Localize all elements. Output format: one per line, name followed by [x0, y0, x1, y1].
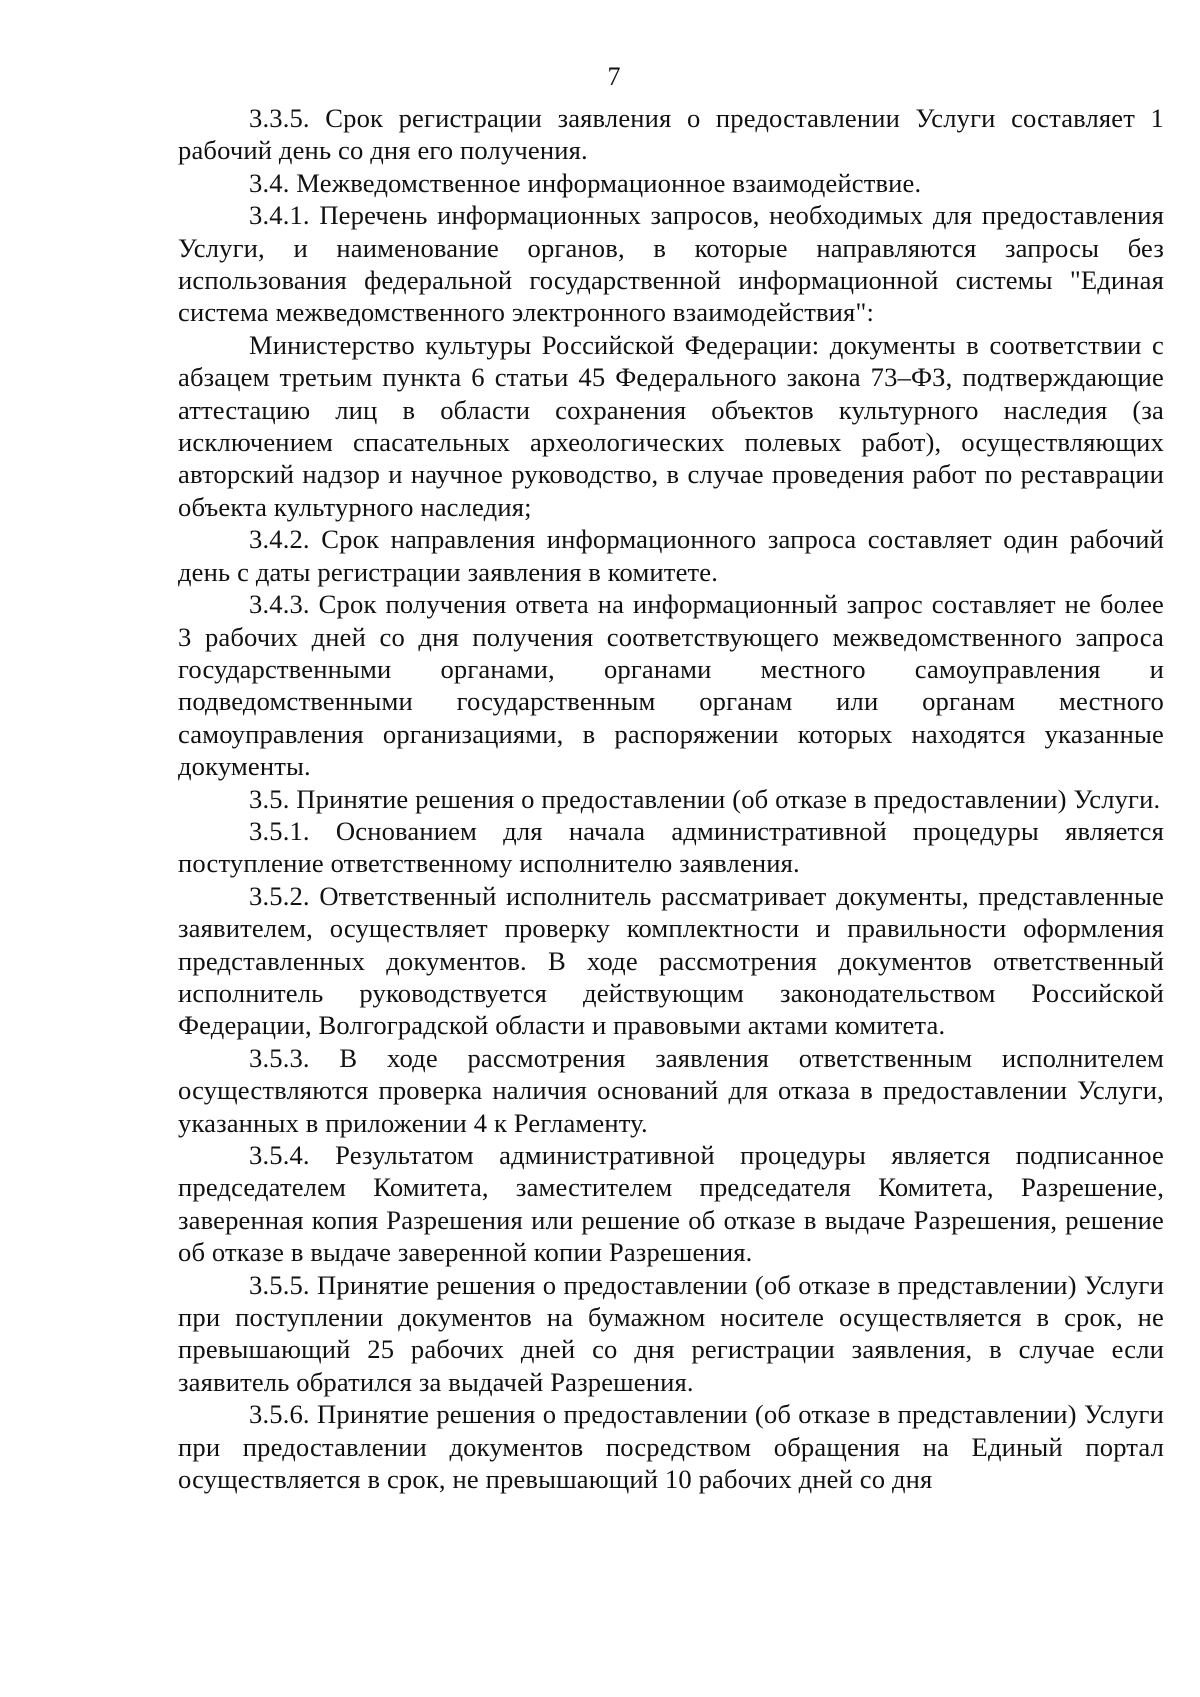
paragraph-3-4-1: 3.4.1. Перечень информационных запросов, необходимых для предоставления Услуги, и наименование органов, в которые направляются запросы без использования федеральной государственной информационной системы "Единая система межведомственного электронного взаимодействия":	[178, 200, 1164, 328]
paragraph-3-4-2: 3.4.2. Срок направления информационного запроса составляет один рабочий день с даты регистрации заявления в комитете.	[178, 524, 1164, 587]
paragraph-3-5-1: 3.5.1. Основанием для начала административной процедуры является поступление ответственному исполнителю заявления.	[178, 815, 1164, 879]
paragraph-3-4: 3.4. Межведомственное информационное взаимодействие.	[249, 167, 922, 198]
paragraph-3-3-5: 3.3.5. Срок регистрации заявления о предоставлении Услуги составляет 1 рабочий день со дня его получения.	[178, 103, 1164, 166]
paragraph-3-5-2: 3.5.2. Ответственный исполнитель рассматривает документы, представленные заявителем, осуществляет проверку комплектности и правильности оформления представленных документов. В ходе рассмотрения документов ответственный исполнитель руководствуется действующим законодательством Российской Федерации, Волгоградской области и правовыми актами комитета.	[178, 880, 1164, 1041]
paragraph-ministry-of-culture: Министерство культуры Российской Федерации: документы в соответствии с абзацем третьим пункта 6 статьи 45 Федерального закона 73–ФЗ, подтверждающие аттестацию лиц в области сохранения объектов культурного наследия (за исключением спасательных археологических полевых работ), осуществляющих авторский надзор и научное руководство, в случае проведения работ по реставрации объекта культурного наследия;	[178, 329, 1164, 522]
paragraph-3-5-6: 3.5.6. Принятие решения о предоставлении (об отказе в представлении) Услуги при предоставлении документов посредством обращения на Единый портал осуществляется в срок, не превышающий 10 рабочих дней со дня	[178, 1399, 1164, 1495]
document-body	[178, 102, 1164, 1495]
paragraph-3-4-3: 3.4.3. Срок получения ответа на информационный запрос составляет не более 3 рабочих дней со дня получения соответствующего межведомственного запроса государственными органами, органами местного самоуправления и подведомственными государственным органам или органам местного самоуправления организациями, в распоряжении которых находятся указанные документы.	[178, 589, 1164, 782]
page-number: 7	[607, 62, 621, 91]
paragraph-3-5-3: 3.5.3. В ходе рассмотрения заявления ответственным исполнителем осуществляются проверка наличия оснований для отказа в предоставлении Услуги, указанных в приложении 4 к Регламенту.	[178, 1042, 1164, 1138]
paragraph-3-5: 3.5. Принятие решения о предоставлении (об отказе в предоставлении) Услуги.	[249, 783, 1161, 814]
paragraph-3-5-5: 3.5.5. Принятие решения о предоставлении (об отказе в представлении) Услуги при поступлении документов на бумажном носителе осуществляется в срок, не превышающий 25 рабочих дней со дня регистрации заявления, в случае если заявитель обратился за выдачей Разрешения.	[178, 1269, 1164, 1397]
paragraph-3-5-4: 3.5.4. Результатом административной процедуры является подписанное председателем Комитета, заместителем председателя Комитета, Разрешение, заверенная копия Разрешения или решение об отказе в выдаче Разрешения, решение об отказе в выдаче заверенной копии Разрешения.	[178, 1140, 1164, 1268]
